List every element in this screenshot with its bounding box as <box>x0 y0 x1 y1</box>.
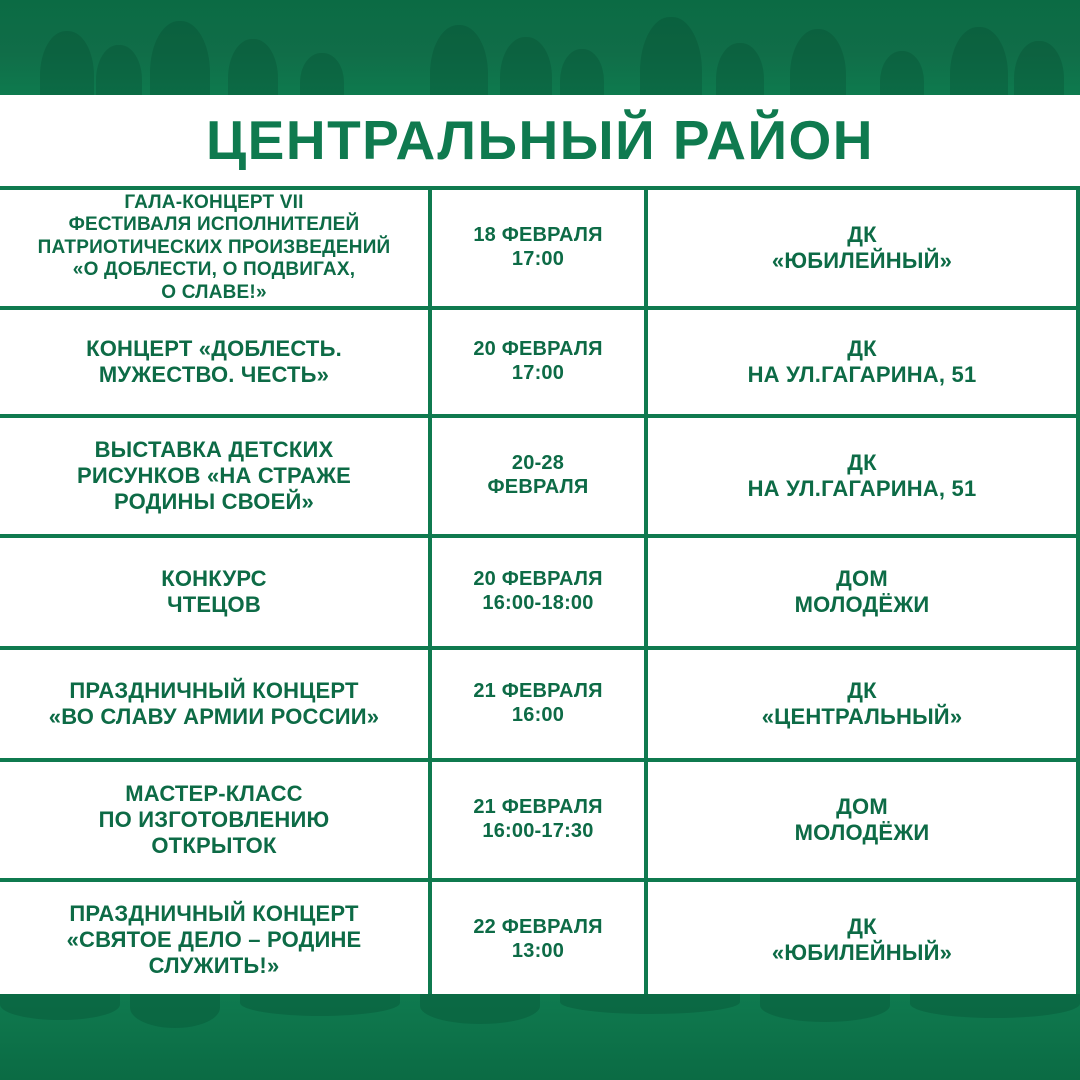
event-line: СЛУЖИТЬ!» <box>148 952 280 978</box>
event-line: О СЛАВЕ!» <box>161 281 267 303</box>
event-line: ПРАЗДНИЧНЫЙ КОНЦЕРТ <box>69 678 359 704</box>
event-line: ОТКРЫТОК <box>151 832 277 858</box>
event-line: ПО ИЗГОТОВЛЕНИЮ <box>98 807 330 833</box>
event-line: «О ДОБЛЕСТИ, О ПОДВИГАХ, <box>72 259 356 281</box>
date-line: 21 ФЕВРАЛЯ <box>473 680 603 703</box>
place-line: ДОМ <box>836 794 888 820</box>
event-line: КОНЦЕРТ «ДОБЛЕСТЬ. <box>86 336 342 362</box>
place-cell <box>648 762 1076 878</box>
place-cell <box>648 418 1076 534</box>
event-cell <box>0 882 428 998</box>
event-line: ПАТРИОТИЧЕСКИХ ПРОИЗВЕДЕНИЙ <box>37 236 391 258</box>
event-line: РИСУНКОВ «НА СТРАЖЕ <box>76 463 352 489</box>
event-line: ЧТЕЦОВ <box>167 592 261 617</box>
place-cell <box>648 190 1076 306</box>
date-line: 22 ФЕВРАЛЯ <box>473 916 603 939</box>
time-line: 16:00-17:30 <box>482 820 594 842</box>
date-line: ФЕВРАЛЯ <box>487 476 589 498</box>
table-row <box>0 310 1080 414</box>
table-row <box>0 190 1080 306</box>
place-line: ДК <box>847 678 877 704</box>
place-cell <box>648 310 1076 414</box>
event-line: ГАЛА-КОНЦЕРТ VII <box>124 191 304 213</box>
date-cell <box>432 762 644 878</box>
place-line: МОЛОДЁЖИ <box>794 592 930 617</box>
event-line: ВЫСТАВКА ДЕТСКИХ <box>94 437 334 463</box>
time-line: 16:00 <box>511 704 565 726</box>
event-line: «СВЯТОЕ ДЕЛО – РОДИНЕ <box>66 927 362 953</box>
event-line: МАСТЕР-КЛАСС <box>125 781 303 807</box>
event-cell <box>0 190 428 306</box>
bottom-decorative-band <box>0 994 1080 1080</box>
event-cell <box>0 762 428 878</box>
table-row <box>0 418 1080 534</box>
date-cell <box>432 310 644 414</box>
place-line: ДК <box>847 336 877 362</box>
page-title-container <box>0 95 1080 185</box>
date-line: 20-28 <box>511 452 565 475</box>
crowd-silhouettes <box>0 0 1080 95</box>
place-line: «ЮБИЛЕЙНЫЙ» <box>771 248 953 273</box>
time-line: 13:00 <box>511 940 565 962</box>
place-line: «ЦЕНТРАЛЬНЫЙ» <box>761 704 963 729</box>
event-line: РОДИНЫ СВОЕЙ» <box>114 488 314 514</box>
event-cell <box>0 538 428 646</box>
table-row <box>0 762 1080 878</box>
time-line: 17:00 <box>511 362 565 384</box>
place-cell <box>648 650 1076 758</box>
event-line: «ВО СЛАВУ АРМИИ РОССИИ» <box>48 704 380 729</box>
place-line: ДК <box>847 450 877 476</box>
event-cell <box>0 418 428 534</box>
top-decorative-band <box>0 0 1080 95</box>
place-cell <box>648 882 1076 998</box>
date-line: 21 ФЕВРАЛЯ <box>473 796 603 819</box>
table-row <box>0 650 1080 758</box>
event-cell <box>0 650 428 758</box>
date-line: 18 ФЕВРАЛЯ <box>473 224 603 247</box>
table-row <box>0 882 1080 998</box>
date-cell <box>432 538 644 646</box>
date-cell <box>432 418 644 534</box>
date-cell <box>432 882 644 998</box>
place-line: ДК <box>847 914 877 940</box>
event-line: ПРАЗДНИЧНЫЙ КОНЦЕРТ <box>69 901 359 927</box>
time-line: 17:00 <box>511 248 565 270</box>
date-line: 20 ФЕВРАЛЯ <box>473 568 603 591</box>
date-cell <box>432 650 644 758</box>
event-cell <box>0 310 428 414</box>
date-cell <box>432 190 644 306</box>
place-line: ДК <box>847 222 877 248</box>
place-line: НА УЛ.ГАГАРИНА, 51 <box>747 362 977 387</box>
event-line: МУЖЕСТВО. ЧЕСТЬ» <box>98 362 330 387</box>
time-line: 16:00-18:00 <box>482 592 594 614</box>
table-row <box>0 538 1080 646</box>
date-line: 20 ФЕВРАЛЯ <box>473 338 603 361</box>
page-title: ЦЕНТРАЛЬНЫЙ РАЙОН <box>205 109 875 171</box>
event-line: КОНКУРС <box>161 566 267 592</box>
place-line: НА УЛ.ГАГАРИНА, 51 <box>747 476 977 501</box>
place-line: «ЮБИЛЕЙНЫЙ» <box>771 940 953 965</box>
place-line: МОЛОДЁЖИ <box>794 820 930 845</box>
place-cell <box>648 538 1076 646</box>
place-line: ДОМ <box>836 566 888 592</box>
schedule-table <box>0 186 1080 1002</box>
event-line: ФЕСТИВАЛЯ ИСПОЛНИТЕЛЕЙ <box>68 214 360 236</box>
